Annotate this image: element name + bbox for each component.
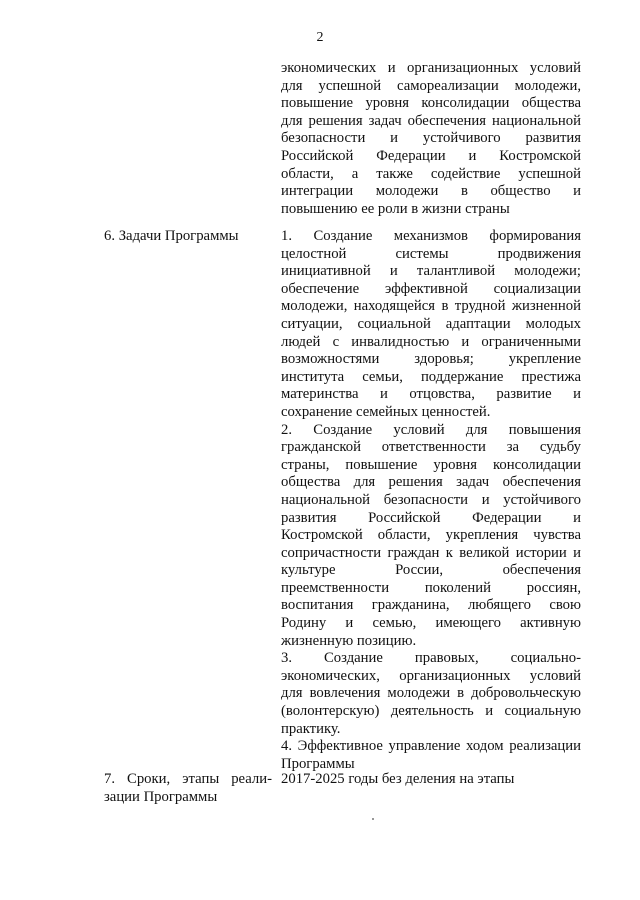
text-line: практику. — [281, 720, 341, 737]
text-line: страны, повышение уровня консолидации — [281, 456, 581, 473]
terms-value-text: 2017-2025 годы без деления на этапы — [281, 771, 515, 787]
text-line: национальной безопасности и устойчивого — [281, 491, 581, 508]
terms-label-line: зации Программы — [104, 788, 218, 805]
text-line: ситуации, социальной адаптации молодых — [281, 315, 581, 332]
terms-section-label — [104, 771, 272, 806]
goal-continuation-text — [281, 60, 581, 218]
tasks-label: 6. Задачи Программы — [104, 228, 239, 244]
text-line: для решения задач обеспечения национальной — [281, 112, 581, 129]
tasks-list — [281, 228, 581, 773]
text-line: возможностями здоровья; укрепление — [281, 351, 581, 368]
text-line: (волонтерскую) деятельность и социальную — [281, 703, 581, 720]
text-line: для вовлечения молодежи в добровольческую — [281, 685, 581, 702]
text-line: экономических, организационных условий — [281, 667, 581, 684]
text-line: повышению ее роли в жизни страны — [281, 200, 510, 217]
scan-speck — [372, 818, 374, 820]
task-item-1 — [281, 228, 581, 422]
text-line: для успешной самореализации молодежи, — [281, 77, 581, 94]
text-line: жизненную позицию. — [281, 632, 417, 649]
task-item-2 — [281, 422, 581, 651]
text-line: безопасности и устойчивого развития — [281, 130, 581, 147]
tasks-section-label — [104, 228, 272, 246]
text-line: сохранение семейных ценностей. — [281, 403, 491, 420]
text-line: культуре России, обеспечения — [281, 562, 581, 579]
text-line: материнства и отцовства, развитие и — [281, 386, 581, 403]
text-line: развития Российской Федерации и — [281, 509, 581, 526]
text-line: экономических и организационных условий — [281, 60, 581, 76]
text-line: инициативной и талантливой молодежи; — [281, 263, 581, 280]
text-line: 3. Создание правовых, социально- — [281, 650, 581, 667]
text-line: 4. Эффективное управление ходом реализации — [281, 738, 581, 755]
text-line: Российской Федерации и Костромской — [281, 147, 581, 164]
text-line: воспитания гражданина, любящего свою — [281, 597, 581, 614]
text-line: общества для решения задач обеспечения — [281, 474, 581, 491]
terms-label-line: 7. Сроки, этапы реали- — [104, 771, 272, 787]
text-line: повышение уровня консолидации общества — [281, 95, 581, 112]
text-line: Костромской области, укрепления чувства — [281, 527, 581, 544]
text-line: преемственности поколений россиян, — [281, 579, 581, 596]
text-line: целостной системы продвижения — [281, 245, 581, 262]
text-line: 1. Создание механизмов формирования — [281, 228, 581, 244]
text-line: Родину и семью, имеющего активную — [281, 615, 581, 632]
text-line: интеграции молодежи в общество и — [281, 183, 581, 200]
text-line: людей с инвалидностью и ограниченными — [281, 333, 581, 350]
text-line: молодежи, находящейся в трудной жизненной — [281, 298, 581, 315]
text-line: сопричастности граждан к великой истории и — [281, 544, 581, 561]
text-line: 2. Создание условий для повышения — [281, 421, 581, 438]
text-line: гражданской ответственности за судьбу — [281, 439, 581, 456]
text-line: института семьи, поддержание престижа — [281, 368, 581, 385]
text-line: обеспечение эффективной социализации — [281, 280, 581, 297]
page-number: 2 — [316, 30, 324, 45]
task-item-3 — [281, 650, 581, 738]
terms-value — [281, 771, 581, 789]
task-item-4 — [281, 738, 581, 773]
text-line: области, а также содействие успешной — [281, 165, 581, 182]
text-line: Программы — [281, 755, 355, 772]
